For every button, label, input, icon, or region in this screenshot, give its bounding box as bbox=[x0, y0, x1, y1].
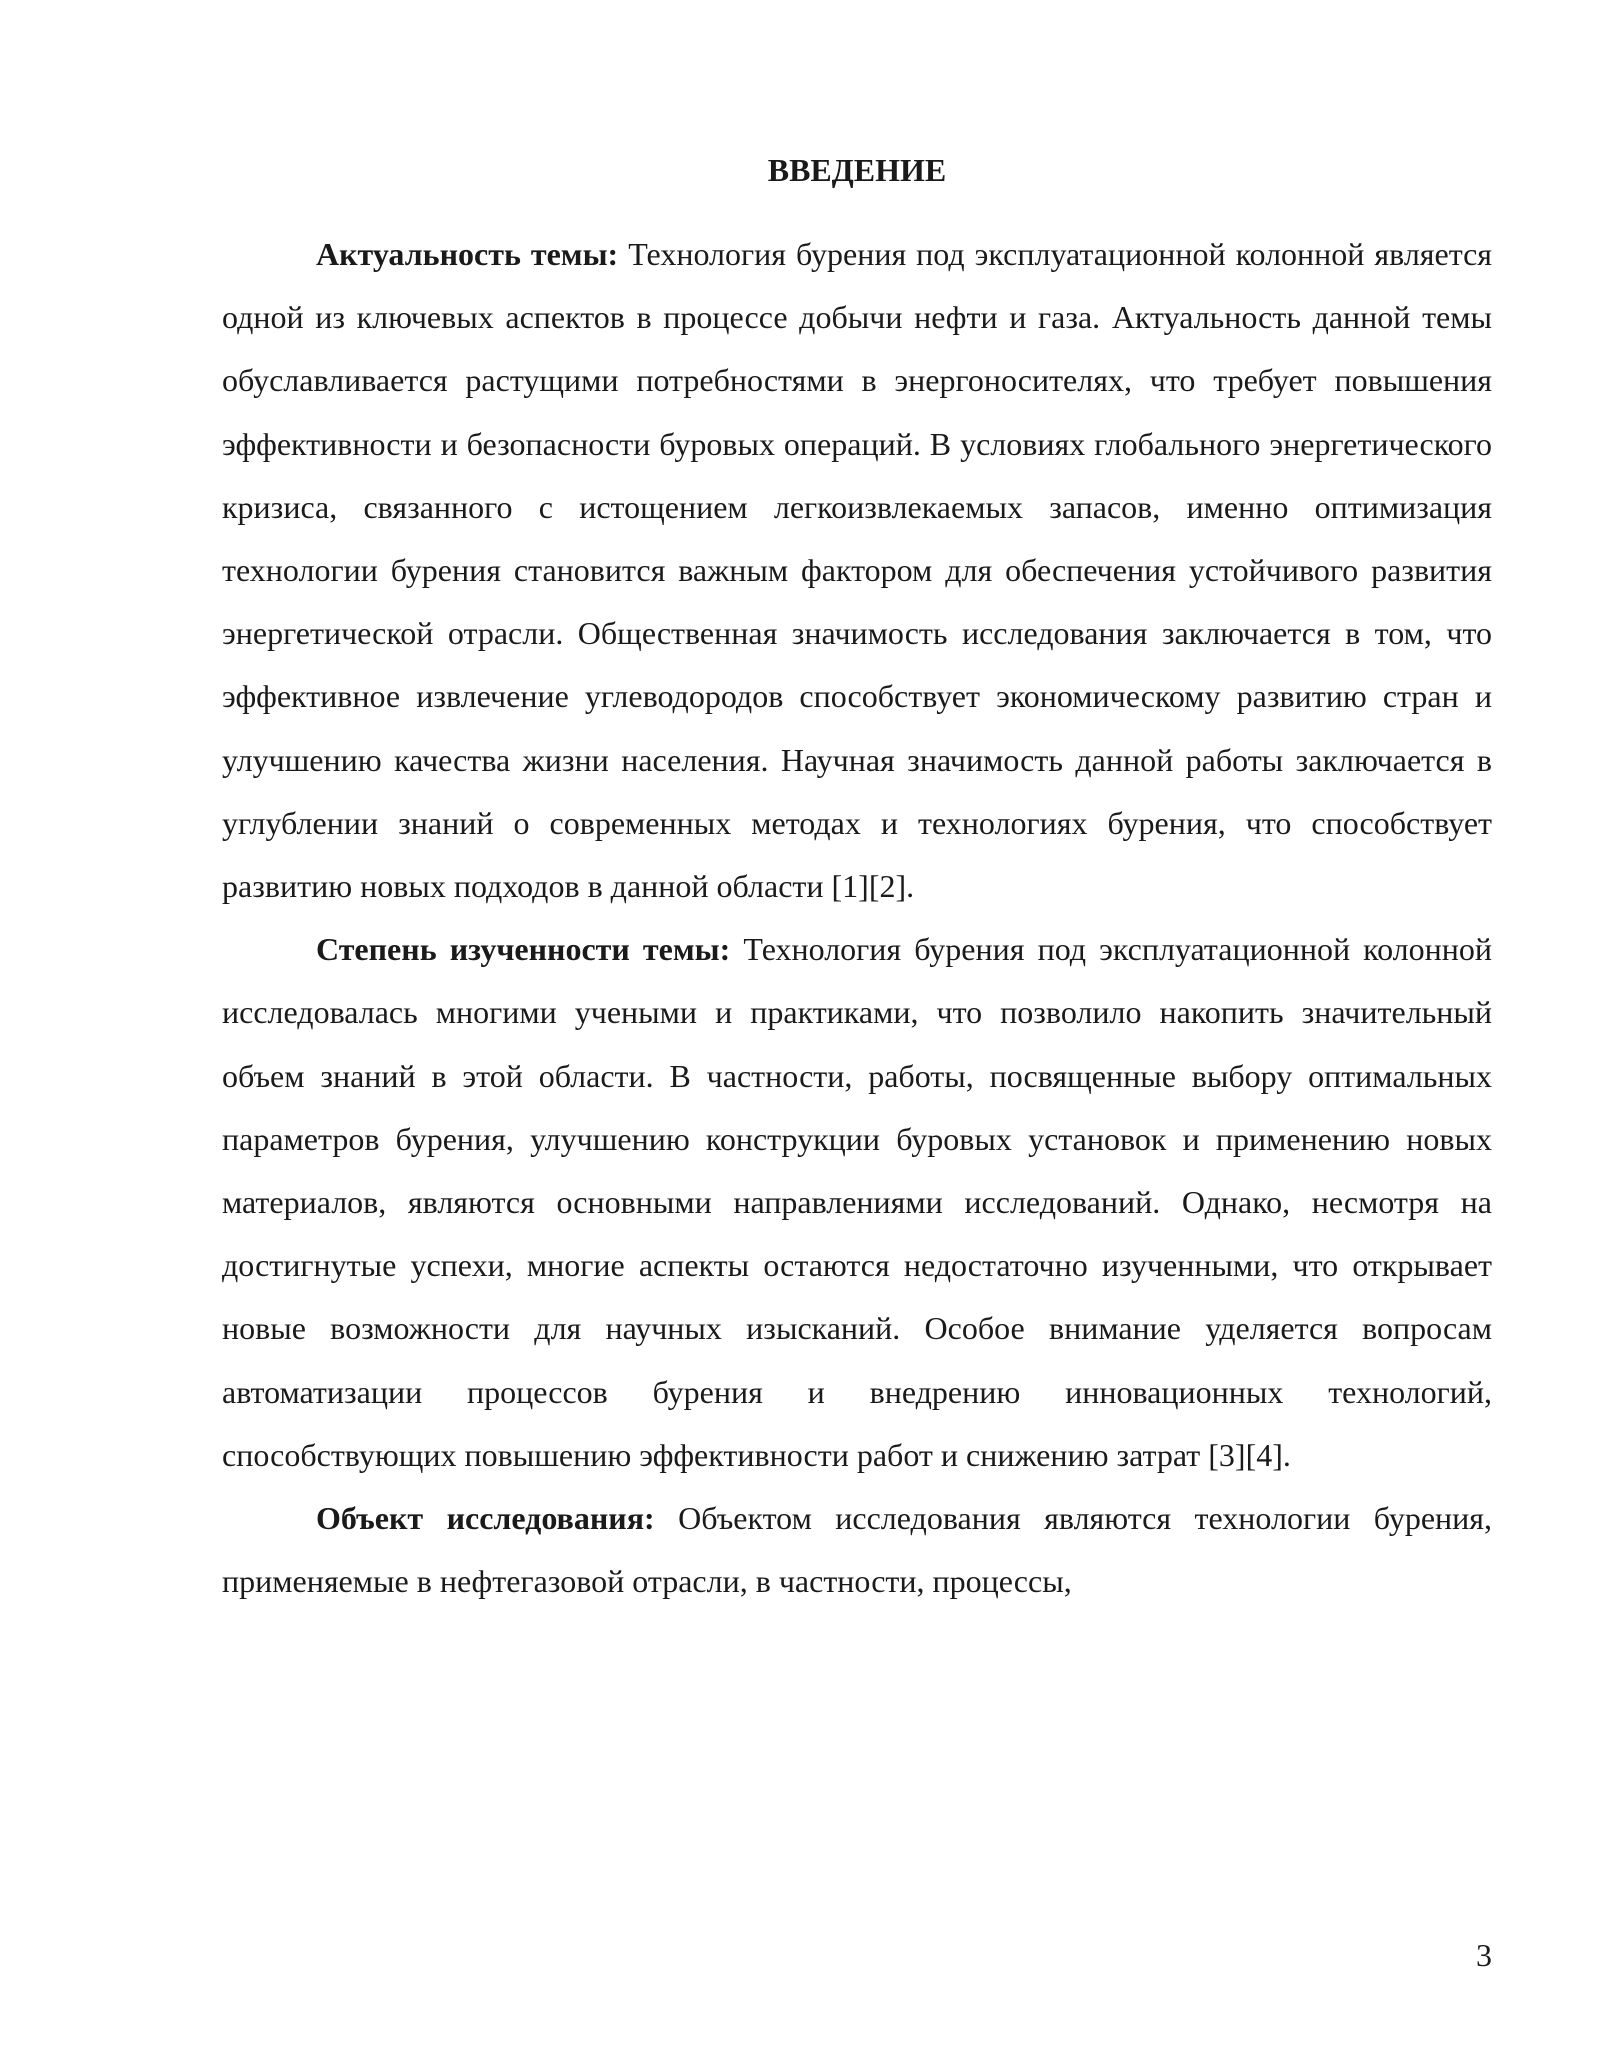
paragraph-body: Технология бурения под эксплуатационной колонной исследовалась многими учеными и практиками, что позволило накопить значительный объем знаний в этой области. В частности, работы, посвященные выбору оптимальных параметров бурения, улучшению конструкции буровых установок и применению новых материалов, являются основными направлениями исследований. Однако, несмотря на достигнутые успехи, многие аспекты остаются недостаточно изученными, что открывает новые возможности для научных изысканий. Особое внимание уделяется вопросам автоматизации процессов бурения и внедрению инновационных технологий, способствующих повышению эффективности работ и снижению затрат [3][4]. bbox=[222, 931, 1493, 1473]
paragraph-body: Технология бурения под эксплуатационной колонной является одной из ключевых аспектов в процессе добычи нефти и газа. Актуальность данной темы обуславливается растущими потребностями в энергоносителях, что требует повышения эффективности и безопасности буровых операций. В условиях глобального энергетического кризиса, связанного с истощением легкоизвлекаемых запасов, именно оптимизация технологии бурения становится важным фактором для обеспечения устойчивого развития энергетической отрасли. Общественная значимость исследования заключается в том, что эффективное извлечение углеводородов способствует экономическому развитию стран и улучшению качества жизни населения. Научная значимость данной работы заключается в углублении знаний о современных методах и технологиях бурения, что способствует развитию новых подходов в данной области [1][2]. bbox=[222, 236, 1493, 905]
page-number: 3 bbox=[1476, 1937, 1492, 1973]
page-content bbox=[222, 145, 1492, 1613]
paragraph-research-object bbox=[222, 1487, 1492, 1613]
section-heading: ВВЕДЕНИЕ bbox=[767, 152, 947, 188]
paragraph-body: Объектом исследования являются технологии бурения, применяемые в нефтегазовой отрасли, в частности, процессы, bbox=[222, 1500, 1493, 1600]
paragraph-relevance bbox=[222, 223, 1492, 918]
paragraph-lead: Степень изученности темы: bbox=[316, 931, 731, 968]
paragraph-study-degree bbox=[222, 918, 1492, 1487]
paragraph-lead: Актуальность темы: bbox=[316, 236, 619, 272]
paragraph-lead: Объект исследования: bbox=[316, 1500, 655, 1537]
